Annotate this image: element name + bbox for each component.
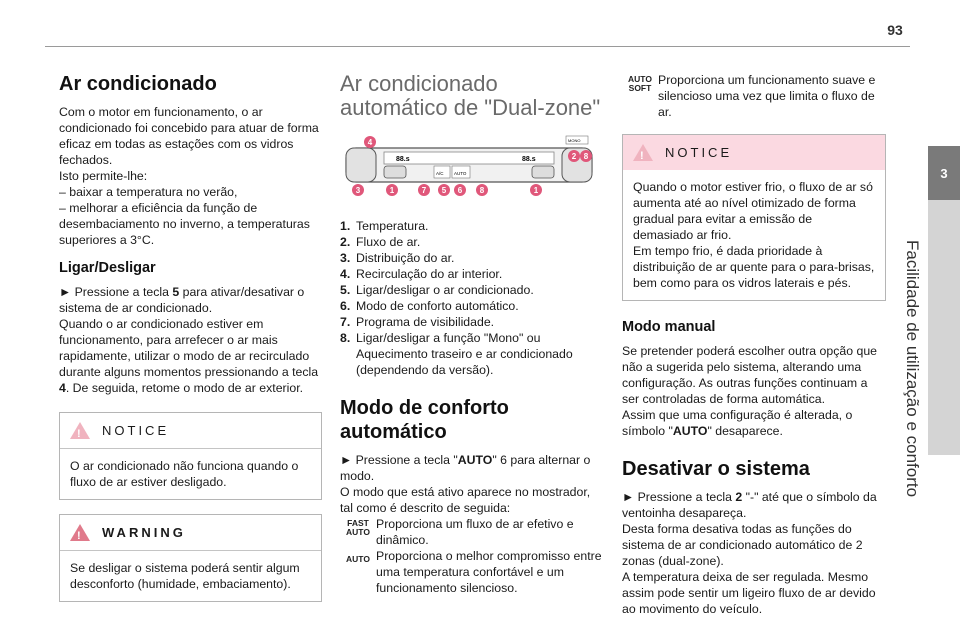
callout-5: 5 (441, 186, 447, 195)
warning-triangle-icon: ! (633, 144, 653, 161)
auto-text: Proporciona o melhor compromisso entre uma temperatura confortável e um funcionamento silencioso. (376, 549, 602, 595)
chapter-strip (928, 200, 960, 455)
notice-label: NOTICE (102, 422, 170, 438)
fast-auto-row (340, 516, 605, 548)
list-item: 7. Programa de visibilidade. (340, 315, 495, 329)
auto-icon: AUTO (346, 554, 370, 564)
notice-text: O ar condicionado não funciona quando o fluxo de ar estiver desligado. (70, 459, 299, 489)
section-title: Modo de conforto automático (340, 397, 509, 443)
list-item: 4. Recirculação do ar interior. (340, 267, 503, 281)
list-item: 8. Ligar/desligar a função "Mono" ou Aquecimento traseiro e ar condicionado (dependendo da versão). (340, 331, 573, 377)
warning-box (59, 514, 322, 602)
callout-1b: 1 (533, 186, 539, 195)
paragraph: ► Pressione a tecla "AUTO" 6 para alternar o modo. (340, 453, 591, 483)
callout-4: 4 (367, 138, 373, 147)
notice-box (622, 134, 886, 301)
warning-label: WARNING (102, 524, 186, 540)
list-item: 1. Temperatura. (340, 219, 429, 233)
chapter-tab[interactable]: 3 (928, 146, 960, 200)
auto-soft-row (622, 72, 886, 120)
subsection-title: Modo manual (622, 319, 716, 335)
list-item: 6. Modo de conforto automático. (340, 299, 519, 313)
display-left-temp: 88.s (396, 156, 410, 163)
paragraph: Isto permite-lhe: (59, 169, 148, 183)
paragraph: A temperatura deixa de ser regulada. Mesmo assim pode sentir um ligeiro fluxo de ar devido ao movimento do veículo. (622, 570, 876, 616)
display-right-temp: 88.s (522, 156, 536, 163)
callout-8: 8 (583, 152, 589, 161)
paragraph: – baixar a temperatura no verão, (59, 185, 238, 199)
warning-triangle-icon: ! (70, 422, 90, 439)
callout-3: 3 (355, 186, 361, 195)
callout-2: 2 (571, 152, 577, 161)
chapter-title-text: Facilidade de utilização e conforto (903, 240, 922, 498)
notice-text: Quando o motor estiver frio, o fluxo de ar só aumenta até ao nível otimizado de forma gradual para evitar a emissão de demasiado ar frio. Em tempo frio, é dada prioridade à distribuição de ar quente para o para-brisas, bem como para os vidros laterais e pés. (633, 180, 875, 290)
paragraph: Quando o ar condicionado estiver em funcionamento, para arrefecer o ar mais rapidamente, utilizar o modo de ar recirculado durante alguns momentos pressionando a tecla 4. De seguida, retome o modo de ar exterior. (59, 317, 319, 395)
paragraph: – melhorar a eficiência da função de desembaciamento no inverno, a temperaturas superiores a 3°C. (59, 201, 310, 247)
section-title: Ar condicionado (59, 73, 217, 95)
header-rule (45, 46, 910, 47)
paragraph: Desta forma desativa todas as funções do sistema de ar condicionado automático de 2 zonas (dual-zone). (622, 522, 863, 568)
chapter-title (897, 240, 927, 540)
paragraph: Com o motor em funcionamento, o ar condicionado foi concebido para atuar de forma eficaz em todas as estações com os vidros fechados. (59, 105, 319, 167)
legend-list (340, 218, 605, 378)
auto-soft-icon: AUTO SOFT (628, 74, 652, 93)
column-1 (59, 72, 322, 616)
climate-control-panel-diagram (344, 134, 594, 204)
paragraph: O modo que está ativo aparece no mostrador, tal como é descrito de seguida: (340, 485, 591, 515)
callout-1: 1 (389, 186, 395, 195)
paragraph: Assim que uma configuração é alterada, o símbolo "AUTO" desaparece. (622, 408, 853, 438)
callout-6: 6 (457, 186, 463, 195)
fast-auto-text: Proporciona um fluxo de ar efetivo e dinâmico. (376, 517, 574, 547)
section-title: Ar condicionado automático de "Dual-zone" (340, 71, 601, 120)
subsection-title: Ligar/Desligar (59, 260, 156, 276)
notice-box (59, 412, 322, 500)
warning-triangle-icon: ! (70, 524, 90, 541)
paragraph: ► Pressione a tecla 2 "-" até que o símbolo da ventoinha desapareça. (622, 490, 877, 520)
auto-button-label: AUTO (454, 171, 467, 176)
column-2 (340, 72, 605, 596)
auto-soft-text: Proporciona um funcionamento suave e silencioso uma vez que limita o fluxo de ar. (658, 73, 876, 119)
paragraph: Se pretender poderá escolher outra opção que não a sugerida pelo sistema, alterando uma configuração. As outras funções continuam a ser controladas de forma automática. (622, 344, 877, 406)
warning-text: Se desligar o sistema poderá sentir algum desconforto (humidade, embaciamento). (70, 561, 300, 591)
list-item: 3. Distribuição do ar. (340, 251, 455, 265)
auto-row (340, 548, 605, 596)
callout-8b: 8 (479, 186, 485, 195)
list-item: 5. Ligar/desligar o ar condicionado. (340, 283, 534, 297)
mono-button-label: MONO (568, 138, 581, 143)
ac-button-label: A/C (436, 171, 444, 176)
page-number: 93 (887, 22, 903, 38)
notice-label: NOTICE (665, 144, 733, 160)
list-item: 2. Fluxo de ar. (340, 235, 421, 249)
callout-7: 7 (421, 186, 427, 195)
column-3 (622, 72, 886, 617)
fast-auto-icon: FAST AUTO (346, 518, 370, 537)
paragraph: ► Pressione a tecla 5 para ativar/desativar o sistema de ar condicionado. (59, 285, 305, 315)
section-title: Desativar o sistema (622, 458, 810, 480)
